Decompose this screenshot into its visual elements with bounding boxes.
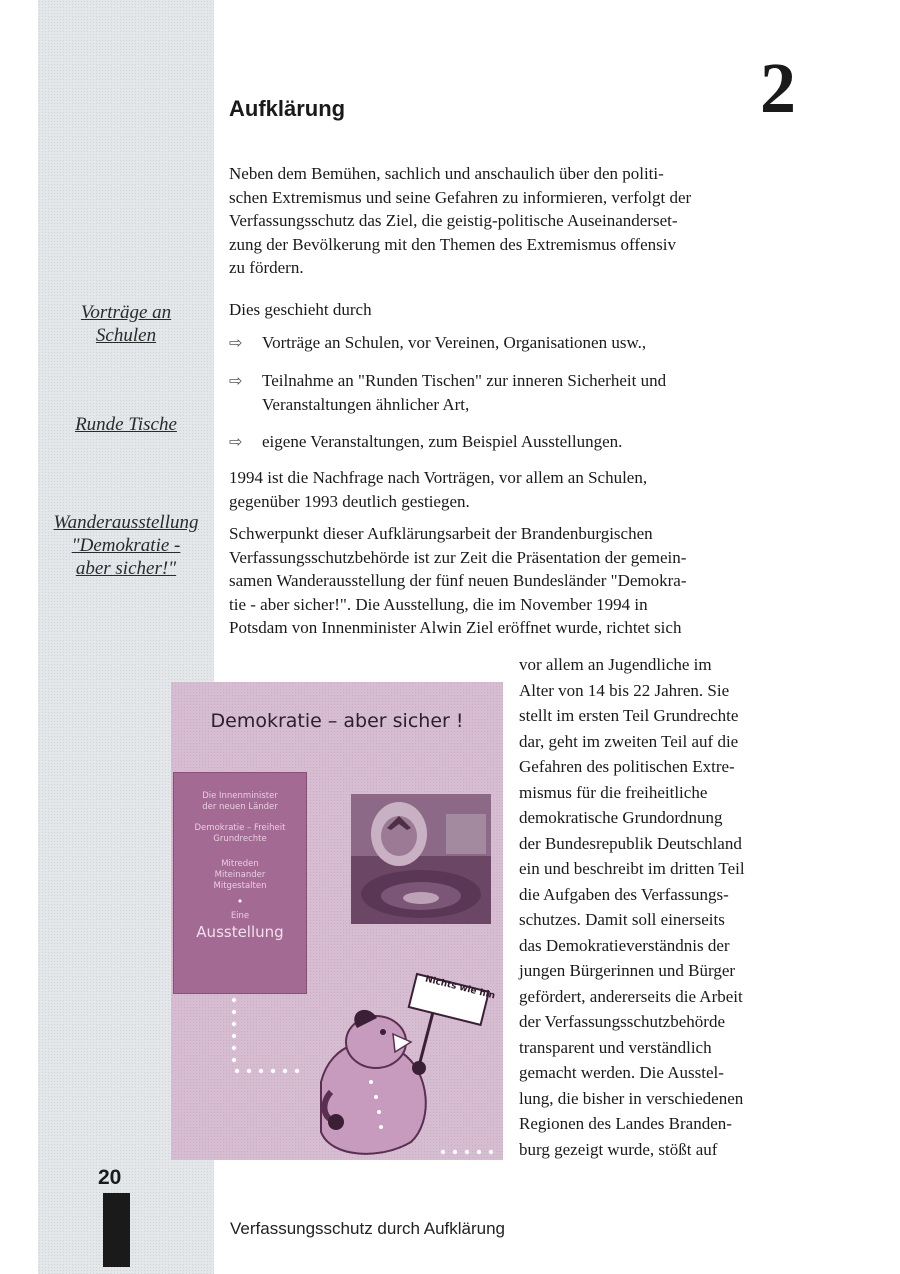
poster-panel-line: Die Innenminister: [202, 791, 278, 801]
text-line: der Bundesrepublik Deutschland: [519, 833, 742, 853]
text-line: Verfassungsschutz das Ziel, die geistig-politische Auseinanderset-: [229, 211, 678, 231]
exhibition-poster: [171, 682, 503, 1160]
poster-panel-line: •: [236, 895, 244, 908]
poster-title: Demokratie – aber sicher !: [210, 710, 464, 732]
arrow-right-icon: ⇨: [229, 371, 243, 390]
arrow-right-icon: ⇨: [229, 432, 243, 451]
text-line: gefördert, andererseits die Arbeit: [519, 986, 743, 1006]
poster-panel-line: Mitreden: [221, 859, 259, 869]
margin-note-vortraege: [38, 301, 214, 347]
text-line: dar, geht im zweiten Teil auf die: [519, 731, 739, 751]
margin-note-line: "Demokratie -: [71, 535, 181, 556]
margin-note-line: aber sicher!": [75, 558, 177, 579]
text-line: Verfassungsschutzbehörde ist zur Zeit die Präsentation der gemein-: [229, 547, 687, 567]
text-line: die Aufgaben des Verfassungs-: [519, 884, 729, 904]
text-line: demokratische Grundordnung: [519, 808, 723, 827]
bullet-text: [262, 369, 812, 416]
text-line: Gefahren des politischen Extre-: [519, 757, 735, 776]
demand-paragraph: [229, 466, 814, 513]
text-line: stellt im ersten Teil Grundrechte: [519, 706, 739, 725]
poster-panel-line: Demokratie – Freiheit: [194, 823, 286, 833]
poster-panel-line: Eine: [230, 911, 250, 921]
poster-panel-line: Miteinander: [214, 870, 266, 880]
poster-panel-line: der neuen Länder: [202, 802, 278, 812]
margin-note-line: Vorträge an: [80, 302, 172, 323]
text-line: gemacht werden. Die Ausstel-: [519, 1063, 724, 1082]
arrow-right-icon: ⇨: [229, 333, 243, 352]
text-line: 1994 ist die Nachfrage nach Vorträgen, vor allem an Schulen,: [229, 468, 648, 487]
poster-panel-line: Ausstellung: [196, 923, 284, 941]
intro-paragraph: [229, 162, 814, 280]
text-line: Potsdam von Innenminister Alwin Ziel eröffnet wurde, richtet sich: [229, 618, 682, 638]
text-line: das Demokratieverständnis der: [519, 935, 730, 955]
text-line: Veranstaltungen ähnlicher Art,: [262, 394, 470, 414]
poster-illustration: [171, 682, 503, 1160]
page-number: 20: [98, 1166, 122, 1189]
text-line: Alter von 14 bis 22 Jahren. Sie: [519, 680, 730, 700]
text-line: ein und beschreibt im dritten Teil: [519, 859, 745, 878]
bullet-text: Vorträge an Schulen, vor Vereinen, Organisationen usw.,: [262, 333, 647, 352]
text-line: burg gezeigt wurde, stößt auf: [519, 1139, 718, 1159]
margin-note-line: Schulen: [95, 325, 157, 346]
text-line: vor allem an Jugendliche im: [519, 655, 712, 674]
text-line: schen Extremismus und seine Gefahren zu informieren, verfolgt der: [229, 187, 692, 207]
margin-note-wanderausstellung: [38, 511, 214, 580]
text-line: mismus für die freiheitliche: [519, 782, 708, 802]
margin-note-line: Wanderausstellung: [53, 512, 199, 533]
poster-panel-line: Mitgestalten: [213, 881, 267, 891]
text-line: zung der Bevölkerung mit den Themen des Extremismus offensiv: [229, 234, 676, 254]
text-line: transparent und verständlich: [519, 1037, 712, 1057]
text-line: tie - aber sicher!". Die Ausstellung, die im November 1994 in: [229, 594, 648, 614]
text-line: der Verfassungsschutzbehörde: [519, 1012, 725, 1031]
text-line: schutzes. Damit soll einerseits: [519, 910, 725, 929]
text-line: lung, die bisher in verschiedenen: [519, 1088, 744, 1108]
page-number-bar: [103, 1193, 130, 1267]
bullet-text: eigene Veranstaltungen, zum Beispiel Ausstellungen.: [262, 432, 623, 451]
lead-line: Dies geschieht durch: [229, 300, 372, 319]
margin-note-runde-tische: [38, 413, 214, 436]
running-footer: Verfassungsschutz durch Aufklärung: [230, 1219, 505, 1238]
text-line: jungen Bürgerinnen und Bürger: [519, 961, 736, 980]
text-line: Teilnahme an "Runden Tischen" zur inneren Sicherheit und: [262, 371, 667, 390]
margin-note-line: Runde Tische: [75, 414, 177, 435]
text-line: zu fördern.: [229, 258, 304, 278]
wrapped-text-column: [519, 652, 815, 1162]
protest-sign-text: Nichts wie hin: [423, 974, 496, 1002]
text-line: Regionen des Landes Branden-: [519, 1114, 732, 1133]
chapter-title: Aufklärung: [229, 96, 346, 121]
text-line: Neben dem Bemühen, sachlich und anschaulich über den politi-: [229, 164, 664, 183]
poster-panel-line: Grundrechte: [213, 834, 267, 844]
text-line: samen Wanderausstellung der fünf neuen Bundesländer "Demokra-: [229, 571, 687, 591]
focus-paragraph: [229, 522, 814, 640]
text-line: gegenüber 1993 deutlich gestiegen.: [229, 491, 470, 511]
chapter-number: 2: [760, 48, 796, 128]
text-line: Schwerpunkt dieser Aufklärungsarbeit der Brandenburgischen: [229, 524, 653, 543]
